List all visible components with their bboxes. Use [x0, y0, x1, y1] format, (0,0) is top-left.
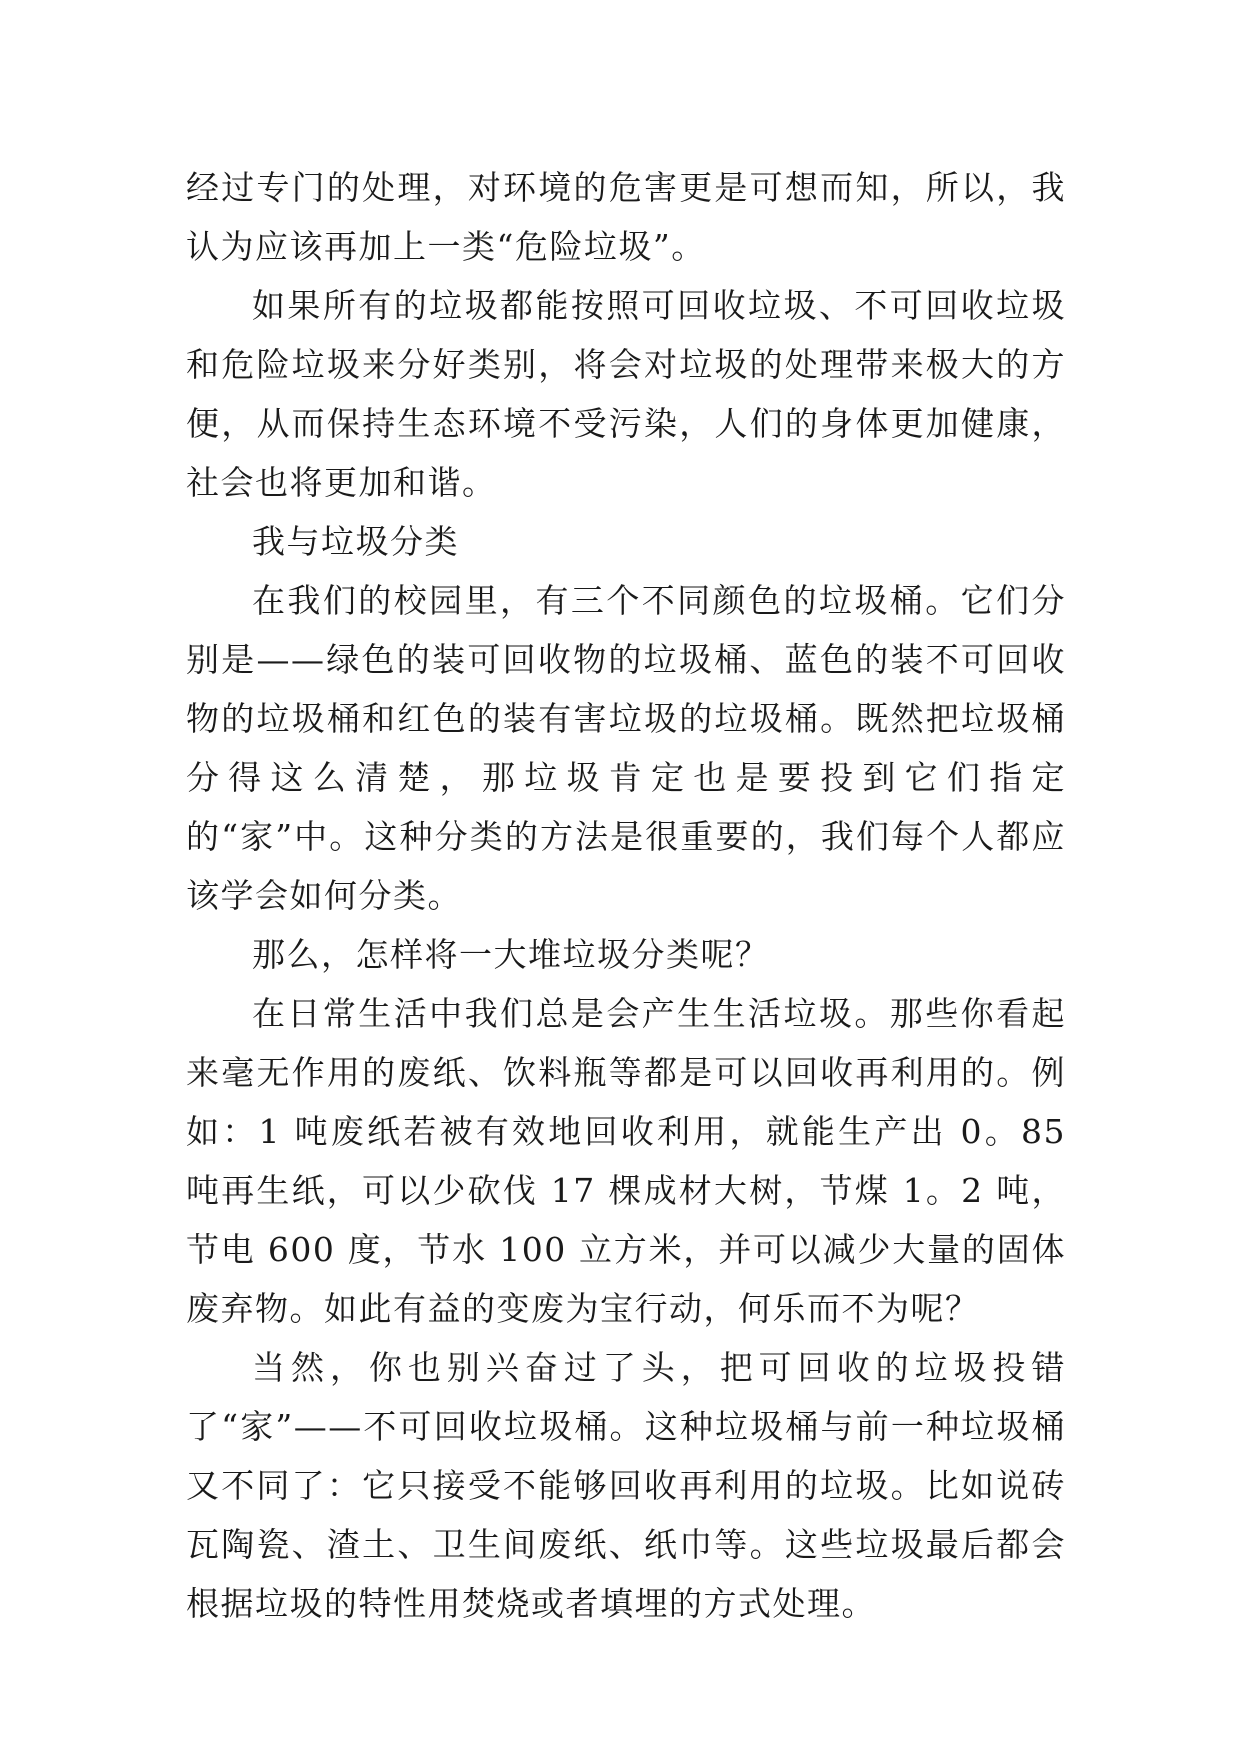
section-heading: 我与垃圾分类: [252, 522, 459, 561]
document-body: [186, 158, 1066, 1633]
paragraph-5: 在日常生活中我们总是会产生生活垃圾。那些你看起来毫无作用的废纸、饮料瓶等都是可以回收再利用的。例如：1 吨废纸若被有效地回收利用，就能生产出 0。85 吨再生纸，可以少砍伐 17 棵成材大树，节煤 1。2 吨，节电 600 度，节水 100 立方米，并可以减少大量的固体废弃物。如此有益的变废为宝行动，何乐而不为呢？: [186, 994, 1066, 1328]
paragraph-3: 在我们的校园里，有三个不同颜色的垃圾桶。它们分别是——绿色的装可回收物的垃圾桶、蓝色的装不可回收物的垃圾桶和红色的装有害垃圾的垃圾桶。既然把垃圾桶分得这么清楚，那垃圾肯定也是要投到它们指定的“家”中。这种分类的方法是很重要的，我们每个人都应该学会如何分类。: [186, 581, 1066, 915]
paragraph-6: 当然，你也别兴奋过了头，把可回收的垃圾投错了“家”——不可回收垃圾桶。这种垃圾桶与前一种垃圾桶又不同了：它只接受不能够回收再利用的垃圾。比如说砖瓦陶瓷、渣土、卫生间废纸、纸巾等。这些垃圾最后都会根据垃圾的特性用焚烧或者填埋的方式处理。: [186, 1348, 1066, 1623]
paragraph-1: 经过专门的处理，对环境的危害更是可想而知，所以，我认为应该再加上一类“危险垃圾”。: [186, 168, 1066, 266]
paragraph-4: 那么，怎样将一大堆垃圾分类呢？: [252, 935, 770, 974]
paragraph-2: 如果所有的垃圾都能按照可回收垃圾、不可回收垃圾和危险垃圾来分好类别，将会对垃圾的处理带来极大的方便，从而保持生态环境不受污染，人们的身体更加健康，社会也将更加和谐。: [186, 286, 1066, 502]
